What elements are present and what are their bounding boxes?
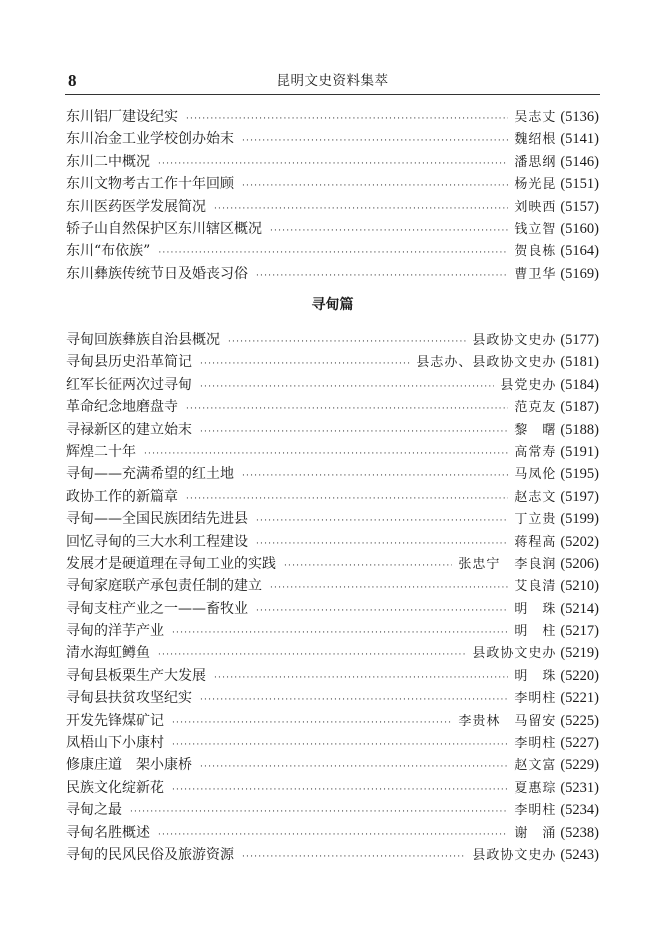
toc-entry bbox=[66, 553, 599, 575]
dot-leader bbox=[172, 734, 508, 756]
entry-page-number: (5221) bbox=[560, 690, 599, 707]
running-head bbox=[65, 70, 600, 92]
entry-title: 红军长征两次过寻甸 bbox=[66, 376, 192, 393]
entry-title: 寻禄新区的建立始末 bbox=[66, 421, 192, 438]
dot-leader bbox=[256, 510, 508, 532]
toc-entry bbox=[66, 396, 599, 418]
dot-leader bbox=[284, 555, 452, 577]
toc-entry bbox=[66, 754, 599, 776]
dot-leader bbox=[228, 331, 466, 353]
entry-page-number: (5169) bbox=[560, 265, 599, 282]
entry-title: 凤梧山下小康村 bbox=[66, 735, 164, 752]
entry-page-number: (5231) bbox=[560, 779, 599, 796]
entry-title: 寻甸县扶贫攻坚纪实 bbox=[66, 690, 192, 707]
entry-author: 县志办、县政协文史办 bbox=[416, 355, 557, 371]
entry-title: 寻甸县历史沿革简记 bbox=[66, 354, 192, 371]
entry-page-number: (5191) bbox=[560, 443, 599, 460]
toc-entry bbox=[66, 844, 599, 866]
dot-leader bbox=[172, 712, 452, 734]
entry-page-number: (5164) bbox=[560, 243, 599, 260]
entry-title: 辉煌二十年 bbox=[66, 443, 136, 460]
entry-title: 发展才是硬道理在寻甸工业的实践 bbox=[66, 555, 276, 572]
toc-section-xundian bbox=[66, 329, 599, 866]
dot-leader bbox=[242, 175, 508, 197]
entry-author: 蒋程高 bbox=[514, 534, 557, 550]
entry-author: 吴志丈 bbox=[514, 110, 557, 125]
entry-author: 马凤伦 bbox=[514, 467, 557, 483]
entry-author: 范克友 bbox=[514, 400, 557, 416]
dot-leader bbox=[256, 265, 508, 287]
toc-entry bbox=[66, 486, 599, 508]
entry-page-number: (5229) bbox=[560, 757, 599, 774]
dot-leader bbox=[270, 577, 508, 599]
dot-leader bbox=[200, 689, 508, 711]
toc-entry bbox=[66, 441, 599, 463]
dot-leader bbox=[158, 824, 508, 846]
entry-page-number: (5202) bbox=[560, 533, 599, 550]
entry-page-number: (5195) bbox=[560, 466, 599, 483]
section-heading-xundian: 寻甸篇 bbox=[311, 297, 354, 313]
entry-title: 开发先锋煤矿记 bbox=[66, 712, 164, 729]
dot-leader bbox=[158, 153, 508, 175]
dot-leader bbox=[172, 622, 508, 644]
entry-page-number: (5187) bbox=[560, 399, 599, 416]
toc-entry bbox=[66, 240, 599, 262]
page-number: 8 bbox=[68, 71, 77, 90]
entry-author: 李明柱 bbox=[514, 691, 557, 707]
toc-entry bbox=[66, 419, 599, 441]
entry-author: 县政协文史办 bbox=[472, 847, 557, 863]
entry-author: 黎 曙 bbox=[514, 422, 557, 438]
entry-title: 寻甸的民风民俗及旅游资源 bbox=[66, 846, 234, 863]
toc-entry bbox=[66, 687, 599, 709]
entry-author: 明 柱 bbox=[514, 624, 557, 640]
dot-leader bbox=[200, 353, 410, 375]
entry-title: 革命纪念地磨盘寺 bbox=[66, 399, 178, 416]
toc-entry bbox=[66, 822, 599, 844]
entry-page-number: (5184) bbox=[560, 376, 599, 393]
toc-entry bbox=[66, 575, 599, 597]
entry-page-number: (5188) bbox=[560, 421, 599, 438]
toc-entry bbox=[66, 799, 599, 821]
entry-title: 寻甸之最 bbox=[66, 802, 122, 819]
toc-entry bbox=[66, 263, 599, 285]
dot-leader bbox=[242, 465, 508, 487]
toc-section-dongchuan bbox=[66, 106, 599, 285]
toc-entry bbox=[66, 777, 599, 799]
toc-list bbox=[66, 329, 599, 866]
dot-leader bbox=[186, 398, 508, 420]
entry-title: 寻甸——充满希望的红土地 bbox=[66, 466, 234, 483]
entry-author: 曹卫华 bbox=[514, 266, 557, 282]
dot-leader bbox=[158, 242, 508, 264]
dot-leader bbox=[172, 779, 508, 801]
toc-entry bbox=[66, 218, 599, 240]
entry-page-number: (5225) bbox=[560, 712, 599, 729]
entry-author: 夏惠琮 bbox=[514, 780, 557, 796]
entry-page-number: (5220) bbox=[560, 667, 599, 684]
entry-title: 东川冶金工业学校创办始末 bbox=[66, 131, 234, 148]
dot-leader bbox=[200, 756, 508, 778]
toc-entry bbox=[66, 106, 599, 128]
entry-page-number: (5199) bbox=[560, 511, 599, 528]
entry-author: 艾良清 bbox=[514, 579, 557, 595]
entry-title: 轿子山自然保护区东川辖区概况 bbox=[66, 220, 262, 237]
entry-author: 县政协文史办 bbox=[472, 333, 557, 348]
toc-entry bbox=[66, 351, 599, 373]
entry-page-number: (5177) bbox=[560, 332, 599, 348]
entry-author: 县政协文史办 bbox=[472, 646, 557, 662]
header-divider bbox=[65, 94, 600, 95]
entry-title: 东川铝厂建设纪实 bbox=[66, 109, 178, 125]
dot-leader bbox=[200, 376, 494, 398]
dot-leader bbox=[270, 220, 508, 242]
entry-page-number: (5206) bbox=[560, 555, 599, 572]
dot-leader bbox=[186, 108, 508, 130]
entry-author: 杨光昆 bbox=[514, 177, 557, 193]
entry-author: 贺良栋 bbox=[514, 244, 557, 260]
dot-leader bbox=[186, 488, 508, 510]
entry-author: 刘映西 bbox=[514, 199, 557, 215]
entry-author: 明 珠 bbox=[514, 668, 557, 684]
dot-leader bbox=[242, 846, 466, 868]
entry-page-number: (5219) bbox=[560, 645, 599, 662]
entry-author: 高常寿 bbox=[514, 444, 557, 460]
entry-page-number: (5234) bbox=[560, 802, 599, 819]
entry-page-number: (5146) bbox=[560, 153, 599, 170]
toc-list bbox=[66, 106, 599, 285]
book-title: 昆明文史资料集萃 bbox=[276, 73, 389, 89]
toc-entry bbox=[66, 463, 599, 485]
entry-author: 潘思纲 bbox=[514, 154, 557, 170]
entry-author: 钱立智 bbox=[514, 221, 557, 237]
entry-author: 谢 涌 bbox=[514, 825, 557, 841]
toc-entry bbox=[66, 374, 599, 396]
entry-title: 回忆寻甸的三大水利工程建设 bbox=[66, 533, 248, 550]
entry-page-number: (5151) bbox=[560, 176, 599, 193]
entry-author: 李贵林 马留安 bbox=[458, 713, 557, 729]
entry-page-number: (5157) bbox=[560, 198, 599, 215]
toc-entry bbox=[66, 732, 599, 754]
entry-title: 东川彝族传统节日及婚丧习俗 bbox=[66, 265, 248, 282]
entry-title: 寻甸——全国民族团结先进县 bbox=[66, 511, 248, 528]
entry-author: 丁立贵 bbox=[514, 512, 557, 528]
toc-entry bbox=[66, 598, 599, 620]
entry-page-number: (5217) bbox=[560, 623, 599, 640]
entry-author: 李明柱 bbox=[514, 736, 557, 752]
entry-page-number: (5160) bbox=[560, 220, 599, 237]
toc-entry bbox=[66, 642, 599, 664]
toc-entry bbox=[66, 665, 599, 687]
entry-page-number: (5238) bbox=[560, 824, 599, 841]
entry-title: 修康庄道 架小康桥 bbox=[66, 757, 192, 774]
entry-page-number: (5210) bbox=[560, 578, 599, 595]
entry-page-number: (5214) bbox=[560, 600, 599, 617]
entry-title: 寻甸的洋芋产业 bbox=[66, 623, 164, 640]
entry-title: 东川二中概况 bbox=[66, 153, 150, 170]
entry-author: 李明柱 bbox=[514, 803, 557, 819]
entry-title: 寻甸支柱产业之一——畜牧业 bbox=[66, 600, 248, 617]
entry-title: 寻甸家庭联产承包责任制的建立 bbox=[66, 578, 262, 595]
entry-page-number: (5197) bbox=[560, 488, 599, 505]
toc-entry bbox=[66, 151, 599, 173]
toc-entry bbox=[66, 329, 599, 351]
entry-page-number: (5141) bbox=[560, 131, 599, 148]
entry-author: 县党史办 bbox=[500, 377, 557, 393]
entry-title: 民族文化绽新花 bbox=[66, 779, 164, 796]
entry-author: 魏绍根 bbox=[514, 132, 557, 148]
toc-entry bbox=[66, 196, 599, 218]
entry-title: 寻甸名胜概述 bbox=[66, 824, 150, 841]
entry-title: 政协工作的新篇章 bbox=[66, 488, 178, 505]
entry-title: 东川医药医学发展简况 bbox=[66, 198, 206, 215]
entry-title: 东川文物考古工作十年回顾 bbox=[66, 176, 234, 193]
toc-entry bbox=[66, 620, 599, 642]
dot-leader bbox=[144, 443, 508, 465]
toc-entry bbox=[66, 531, 599, 553]
entry-author: 明 珠 bbox=[514, 601, 557, 617]
dot-leader bbox=[256, 600, 508, 622]
entry-page-number: (5243) bbox=[560, 846, 599, 863]
entry-author: 张忠宁 李良润 bbox=[458, 556, 557, 572]
entry-page-number: (5181) bbox=[560, 354, 599, 371]
dot-leader bbox=[214, 198, 508, 220]
entry-title: 东川“布依族” bbox=[66, 243, 151, 260]
entry-title: 寻甸县板栗生产大发展 bbox=[66, 667, 206, 684]
toc-entry bbox=[66, 173, 599, 195]
toc-entry bbox=[66, 508, 599, 530]
dot-leader bbox=[130, 801, 508, 823]
entry-title: 寻甸回族彝族自治县概况 bbox=[66, 332, 220, 348]
dot-leader bbox=[242, 130, 508, 152]
dot-leader bbox=[214, 667, 508, 689]
entry-page-number: (5136) bbox=[560, 109, 599, 125]
dot-leader bbox=[158, 644, 466, 666]
entry-page-number: (5227) bbox=[560, 735, 599, 752]
dot-leader bbox=[256, 533, 508, 555]
entry-title: 清水海虹鳟鱼 bbox=[66, 645, 150, 662]
toc-entry bbox=[66, 128, 599, 150]
toc-entry bbox=[66, 710, 599, 732]
entry-author: 赵文富 bbox=[514, 758, 557, 774]
entry-author: 赵志文 bbox=[514, 489, 557, 505]
dot-leader bbox=[200, 421, 508, 443]
